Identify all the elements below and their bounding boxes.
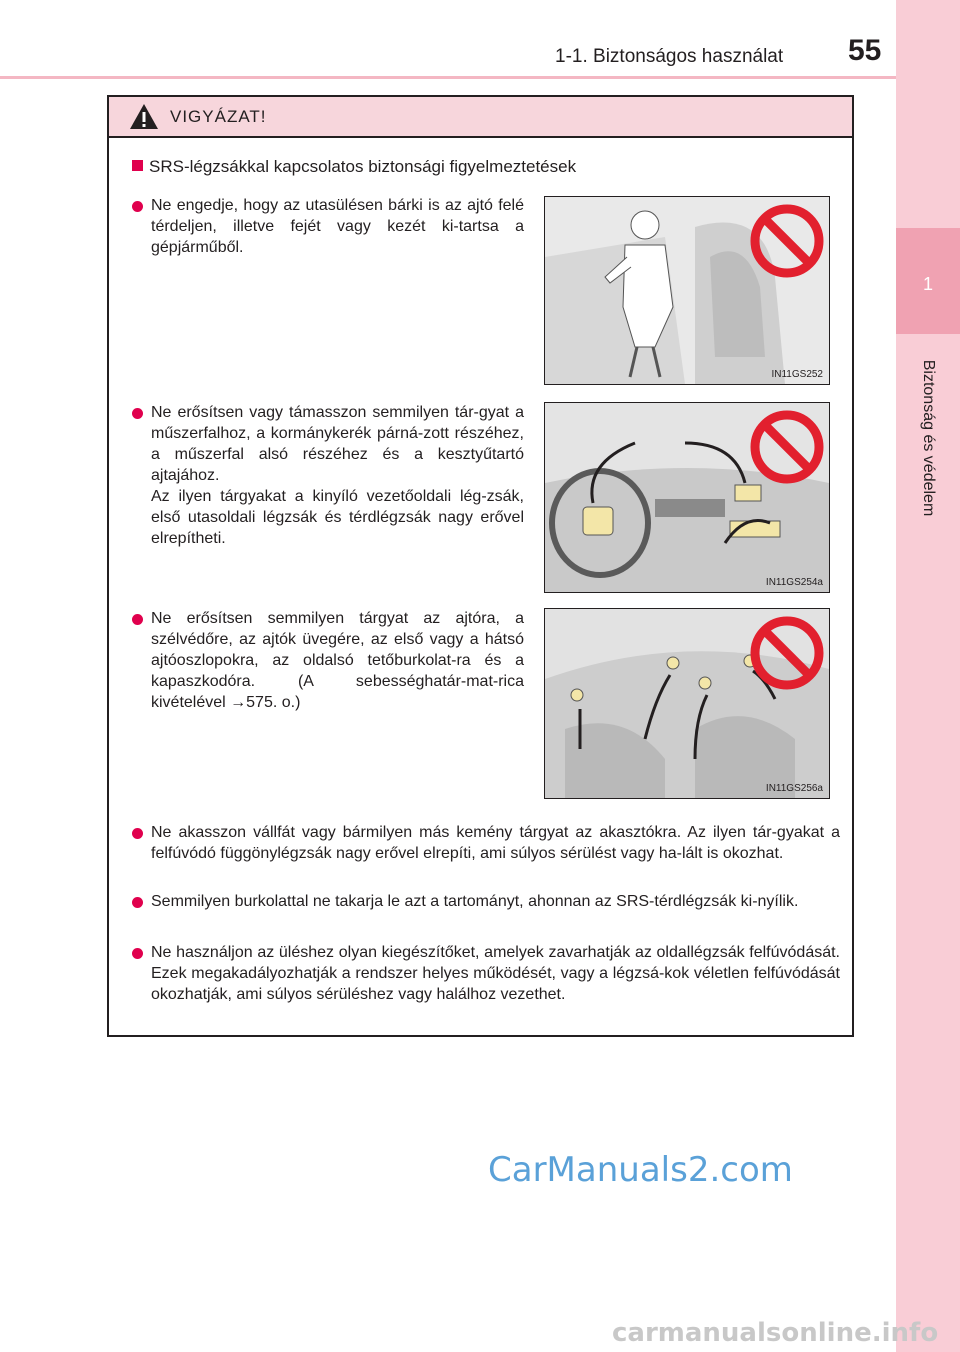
- bullet-icon: [132, 897, 143, 908]
- section-title-text: SRS-légzsákkal kapcsolatos biztonsági figyelmeztetések: [149, 157, 577, 176]
- list-item: [132, 822, 840, 864]
- list-item-text: Semmilyen burkolattal ne takarja le azt a tartományt, ahonnan az SRS-térdlégzsák ki-nyílik.: [151, 893, 799, 910]
- figure-cabin-overview: [544, 608, 830, 799]
- list-item: [132, 195, 524, 258]
- figure-passenger-kneeling: [544, 196, 830, 385]
- list-item: [132, 402, 524, 549]
- prohibition-icon: [545, 403, 829, 592]
- caution-label: VIGYÁZAT!: [170, 107, 267, 126]
- chapter-title: Biztonság és védelem: [920, 359, 937, 517]
- watermark-logo: CarManuals2.com: [488, 1150, 793, 1190]
- warning-triangle-icon: [129, 103, 159, 130]
- list-item: [132, 891, 840, 912]
- header-divider: [0, 76, 896, 79]
- section-title: [132, 157, 576, 177]
- list-item: [132, 942, 840, 1005]
- list-item-text: Ne erősítsen vagy támasszon semmilyen tár-gyat a műszerfalhoz, a kormánykerék párná-zott részéhez, a műszerfal alsó részéhez és a kesztyűtartó ajtajához. Az ilyen tárgyakat a kinyíló vezetőoldali lég-zsák, első utasoldali légzsák és térdlégzsák nagy erővel elrepítheti.: [151, 404, 524, 547]
- bullet-icon: [132, 408, 143, 419]
- figure-dashboard: [544, 402, 830, 593]
- caution-header: [109, 97, 852, 138]
- footer-watermark: carmanualsonline.info: [612, 1318, 939, 1348]
- header-section-title: 1-1. Biztonságos használat: [555, 46, 784, 67]
- list-item-text: Ne engedje, hogy az utasülésen bárki is az ajtó felé térdeljen, illetve fejét vagy kezét ki-tartsa a gépjárműből.: [151, 197, 524, 256]
- list-item: [132, 608, 524, 713]
- figure-code: IN11GS254a: [765, 577, 823, 588]
- list-item-text: Ne erősítsen semmilyen tárgyat az ajtóra, a szélvédőre, az ajtók üvegére, az első vagy a hátsó ajtóoszlopokra, az oldalsó tetőburkolat-ra és a kapaszkodóra. (A sebességhatár-mat-rica kivételével →575. o.): [151, 610, 524, 711]
- caution-box: [107, 95, 854, 1037]
- page-number: 55: [848, 34, 882, 67]
- list-item-text: Ne használjon az üléshez olyan kiegészítőket, amelyek zavarhatják az oldallégzsák felfúvódását. Ezek megakadályozhatják a rendszer helyes működését, vagy a légzsá-kok véletlen felfúvódását okozhatják, ami súlyos sérüléshez vagy halálhoz vezethet.: [151, 944, 840, 1003]
- bullet-icon: [132, 201, 143, 212]
- bullet-icon: [132, 948, 143, 959]
- figure-code: IN11GS256a: [765, 783, 823, 794]
- chapter-tab[interactable]: [896, 228, 960, 334]
- prohibition-icon: [545, 197, 829, 384]
- prohibition-icon: [545, 609, 829, 798]
- chapter-number: 1: [922, 274, 933, 294]
- list-item-text: Ne akasszon vállfát vagy bármilyen más kemény tárgyat az akasztókra. Az ilyen tár-gyakat a felfúvódó függönylégzsák nagy erővel elrepíti, ami súlyos sérülést vagy ha-lált is okozhat.: [151, 824, 840, 862]
- side-tab: [896, 0, 960, 1352]
- figure-code: IN11GS252: [771, 369, 823, 380]
- square-bullet-icon: [132, 160, 143, 171]
- bullet-icon: [132, 828, 143, 839]
- bullet-icon: [132, 614, 143, 625]
